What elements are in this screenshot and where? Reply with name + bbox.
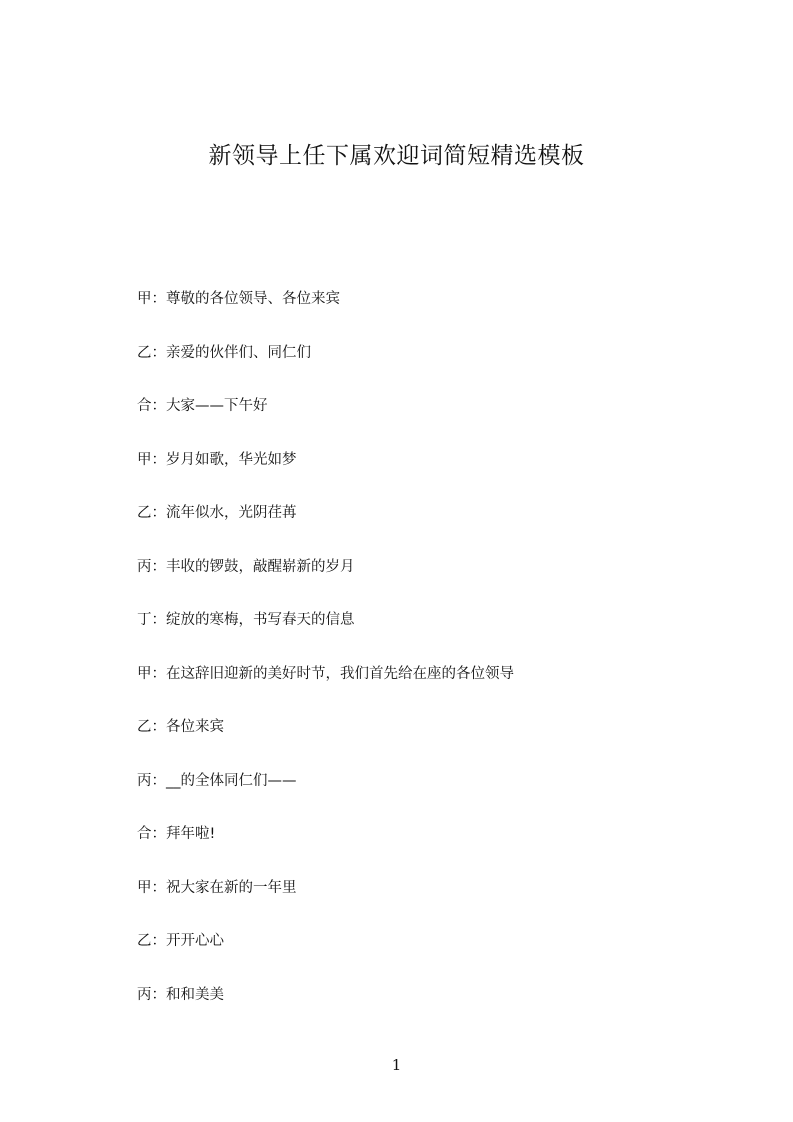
document-title: 新领导上任下属欢迎词简短精选模板 (208, 143, 585, 169)
dialogue-line: 乙：各位来宾 (137, 719, 224, 735)
dialogue-line: 丙：和和美美 (137, 986, 224, 1003)
dialogue-line: 合：拜年啦! (137, 826, 216, 842)
dialogue-line: 甲：在这辞旧迎新的美好时节，我们首先给在座的各位领导 (137, 665, 514, 682)
dialogue-line: 甲：尊敬的各位领导、各位来宾 (137, 291, 340, 307)
dialogue-line: 合：大家——下午好 (137, 398, 268, 414)
dialogue-line: 甲：岁月如歌，华光如梦 (137, 451, 297, 468)
page-number: 1 (391, 1056, 402, 1074)
dialogue-line: 乙：开开心心 (137, 933, 224, 949)
dialogue-line: 丙：__的全体同仁们—— (137, 772, 297, 789)
dialogue-line: 甲：祝大家在新的一年里 (137, 879, 297, 896)
dialogue-lines (137, 287, 514, 1036)
dialogue-line: 乙：流年似水，光阴荏苒 (137, 505, 297, 521)
dialogue-line: 丙：丰收的锣鼓，敲醒崭新的岁月 (137, 558, 355, 575)
dialogue-line: 丁：绽放的寒梅，书写春天的信息 (137, 612, 355, 628)
dialogue-line: 乙：亲爱的伙伴们、同仁们 (137, 344, 311, 361)
